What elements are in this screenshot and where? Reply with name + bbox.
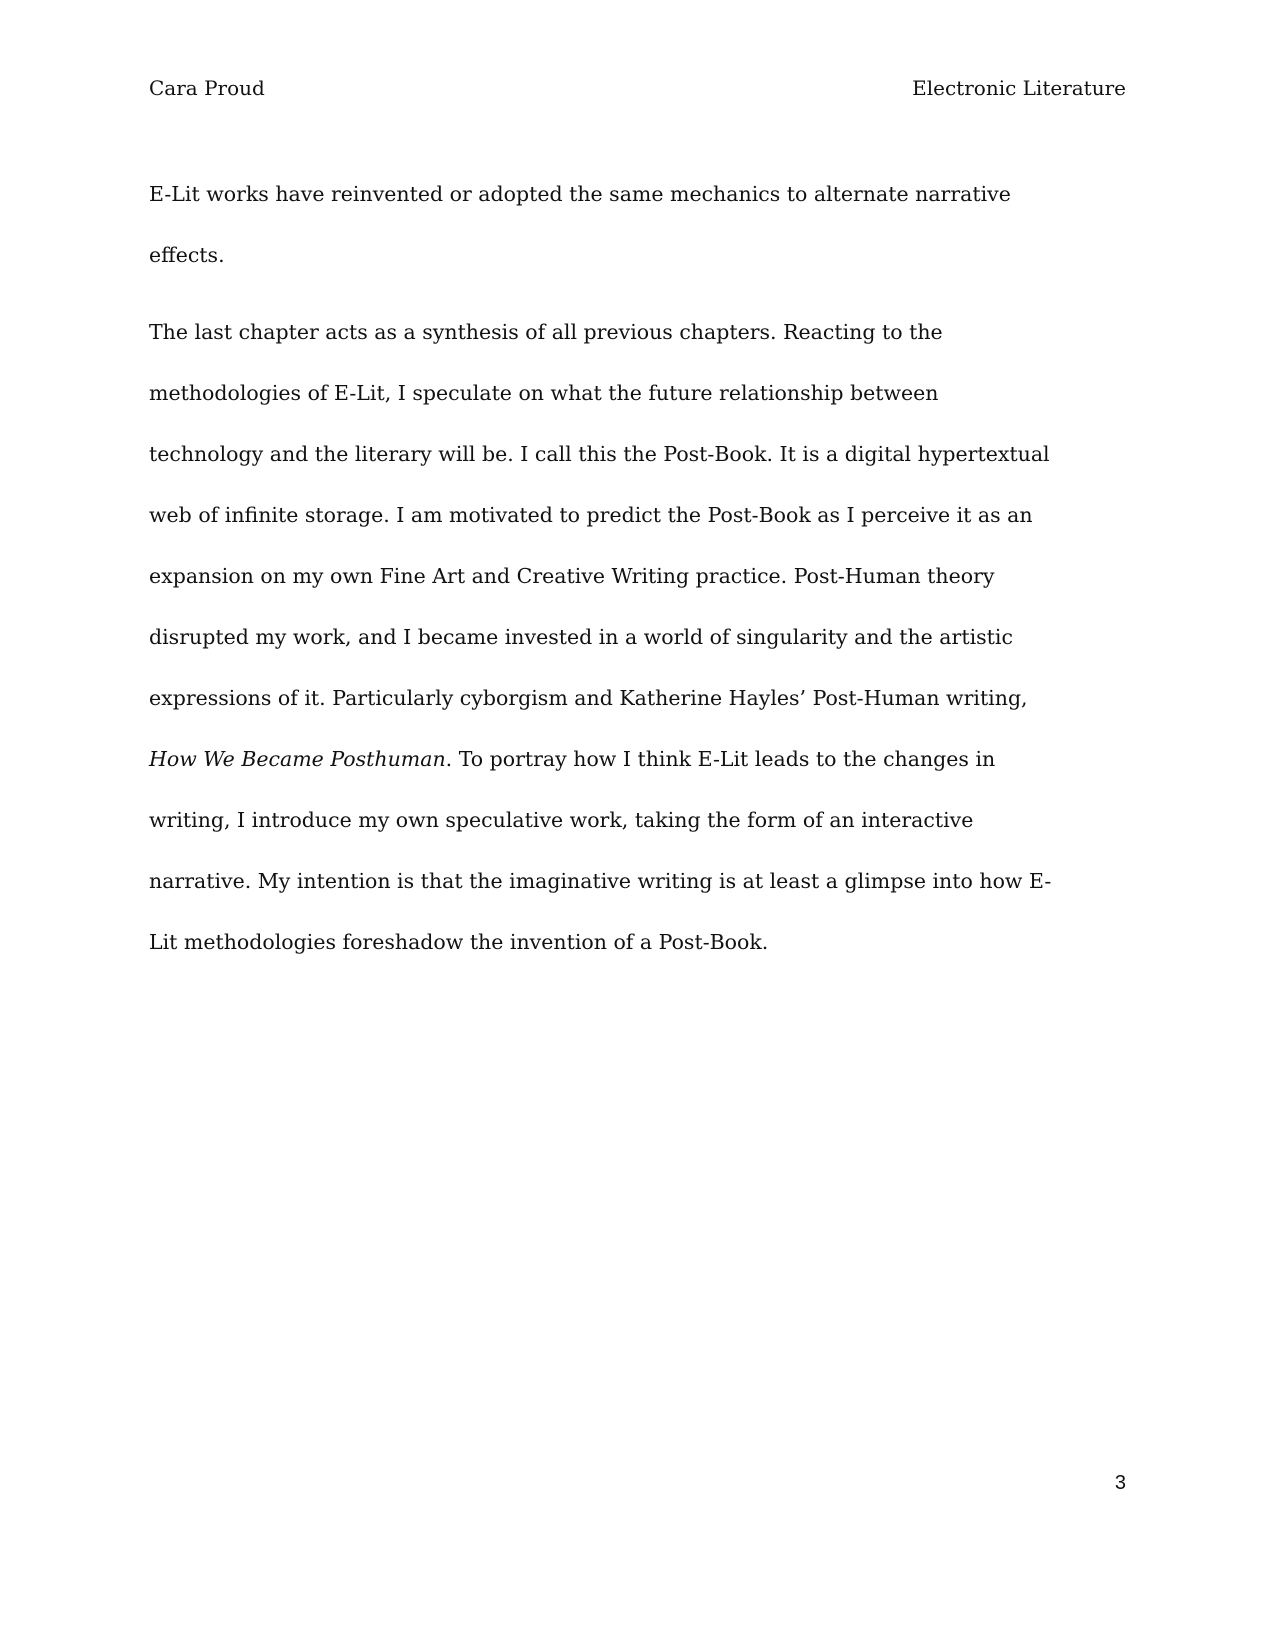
- paragraph-line: disrupted my work, and I became invested in a world of singularity and the artistic: [149, 625, 1013, 649]
- paragraph-line: expressions of it. Particularly cyborgism and Katherine Hayles’ Post-Human writing,: [149, 686, 1028, 710]
- header-author: Cara Proud: [149, 76, 265, 100]
- paragraph-line: web of infinite storage. I am motivated to predict the Post-Book as I perceive it as an: [149, 503, 1033, 527]
- paragraph-line: The last chapter acts as a synthesis of all previous chapters. Reacting to the: [149, 320, 943, 344]
- paragraph-line: Lit methodologies foreshadow the invention of a Post-Book.: [149, 930, 769, 954]
- paragraph-line: technology and the literary will be. I call this the Post-Book. It is a digital hypertextual: [149, 442, 1050, 466]
- title-continuation: . To portray how I think E-Lit leads to the changes in: [445, 747, 996, 771]
- paragraph-line: effects.: [149, 243, 225, 267]
- paragraph-2: [149, 302, 1127, 973]
- paragraph-line: expansion on my own Fine Art and Creative Writing practice. Post-Human theory: [149, 564, 995, 588]
- paragraph-line: narrative. My intention is that the imaginative writing is at least a glimpse into how E-: [149, 869, 1052, 893]
- paragraph-1: [149, 164, 1127, 286]
- paragraph-line: writing, I introduce my own speculative work, taking the form of an interactive: [149, 808, 974, 832]
- paragraph-line: E-Lit works have reinvented or adopted the same mechanics to alternate narrative: [149, 182, 1011, 206]
- page-number: 3: [1114, 1472, 1126, 1494]
- book-title: How We Became Posthuman: [149, 747, 446, 771]
- paragraph-line: methodologies of E-Lit, I speculate on what the future relationship between: [149, 381, 939, 405]
- paragraph-line-with-title: [149, 729, 1127, 790]
- header-course-title: Electronic Literature: [912, 76, 1126, 100]
